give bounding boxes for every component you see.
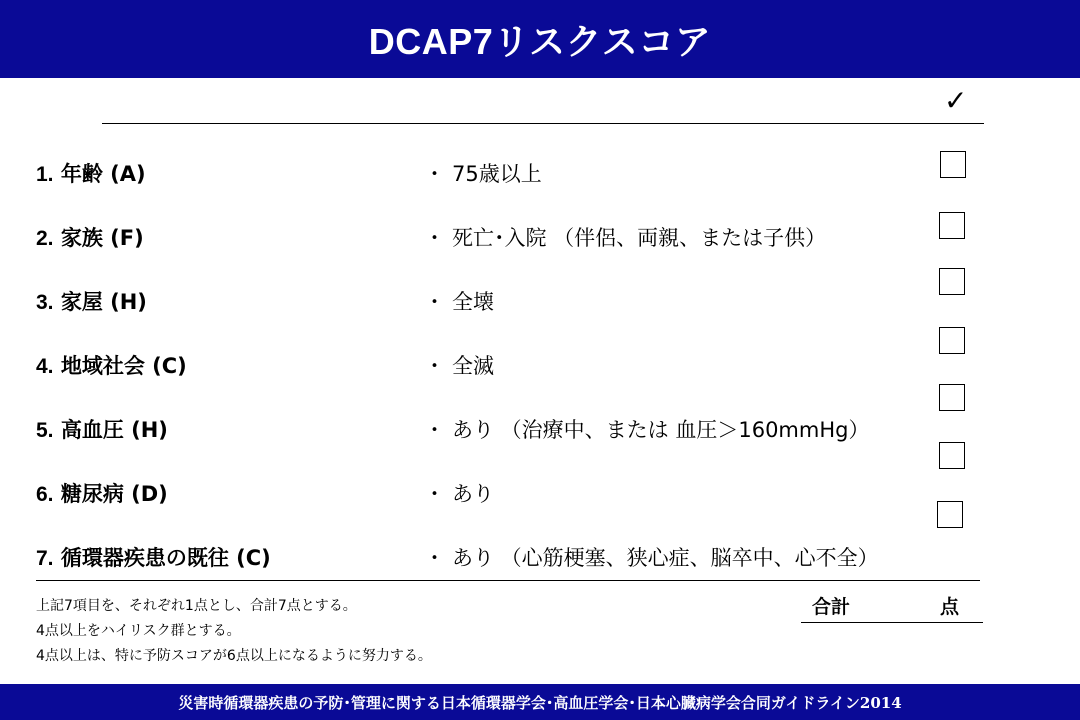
bullet: ・: [424, 162, 445, 186]
item-checkbox[interactable]: [939, 384, 965, 411]
total-unit: 点: [940, 596, 960, 618]
criteria-text: 全滅: [452, 354, 494, 378]
item-label: [36, 350, 187, 380]
item-criteria: [424, 222, 826, 252]
top-divider: [102, 123, 984, 124]
item-label: [36, 286, 147, 316]
page-title: DCAP7リスクスコア: [368, 20, 712, 62]
item-number: 7.: [36, 547, 54, 570]
bottom-divider: [36, 580, 980, 581]
item-label: [36, 158, 146, 188]
bullet: ・: [424, 418, 445, 442]
note-line: 4点以上をハイリスク群とする。: [36, 623, 241, 639]
footer-citation: 災害時循環器疾患の予防･管理に関する日本循環器学会･高血圧学会･日本心臓病学会合同ガイドライン2014: [178, 693, 902, 712]
item-number: 5.: [36, 419, 54, 442]
item-name: 糖尿病 (D): [60, 482, 168, 506]
item-name: 家屋 (H): [60, 290, 147, 314]
total-score: [812, 592, 960, 619]
item-name: 家族 (F): [60, 226, 144, 250]
item-criteria: [424, 542, 879, 572]
item-name: 地域社会 (C): [60, 354, 187, 378]
item-checkbox[interactable]: [939, 442, 965, 469]
item-label: [36, 478, 168, 508]
scoring-notes: [36, 594, 432, 669]
item-criteria: [424, 478, 494, 508]
item-number: 1.: [36, 163, 54, 186]
bullet: ・: [424, 226, 445, 250]
criteria-text: あり （治療中、または 血圧＞160mmHg）: [452, 418, 870, 442]
item-checkbox[interactable]: [940, 151, 966, 178]
title-bar: [0, 0, 1080, 78]
item-criteria: [424, 158, 542, 188]
note-line: 上記7項目を、それぞれ1点とし、合計7点とする。: [36, 598, 357, 614]
bullet: ・: [424, 546, 445, 570]
criteria-text: あり: [452, 482, 494, 506]
bullet: ・: [424, 290, 445, 314]
criteria-text: 75歳以上: [452, 162, 542, 186]
footer-bar: [0, 684, 1080, 720]
note-line: 4点以上は、特に予防スコアが6点以上になるように努力する。: [36, 648, 432, 664]
item-checkbox[interactable]: [939, 327, 965, 354]
bullet: ・: [424, 354, 445, 378]
bullet: ・: [424, 482, 445, 506]
item-criteria: [424, 350, 494, 380]
item-number: 3.: [36, 291, 54, 314]
criteria-text: 死亡･入院 （伴侶、両親、または子供）: [452, 226, 827, 250]
item-name: 年齢 (A): [60, 162, 146, 186]
total-label: 合計: [812, 596, 851, 618]
item-label: [36, 542, 271, 572]
item-name: 循環器疾患の既往 (C): [60, 546, 271, 570]
item-number: 4.: [36, 355, 54, 378]
item-label: [36, 414, 168, 444]
item-label: [36, 222, 144, 252]
checkmark-icon: ✓: [944, 84, 968, 117]
item-checkbox[interactable]: [939, 212, 965, 239]
criteria-text: 全壊: [452, 290, 494, 314]
item-number: 2.: [36, 227, 54, 250]
item-number: 6.: [36, 483, 54, 506]
item-criteria: [424, 414, 869, 444]
item-checkbox[interactable]: [939, 268, 965, 295]
item-criteria: [424, 286, 494, 316]
total-underline: [801, 622, 983, 623]
item-name: 高血圧 (H): [60, 418, 168, 442]
criteria-text: あり （心筋梗塞、狭心症、脳卒中、心不全）: [452, 546, 879, 570]
item-checkbox[interactable]: [937, 501, 963, 528]
